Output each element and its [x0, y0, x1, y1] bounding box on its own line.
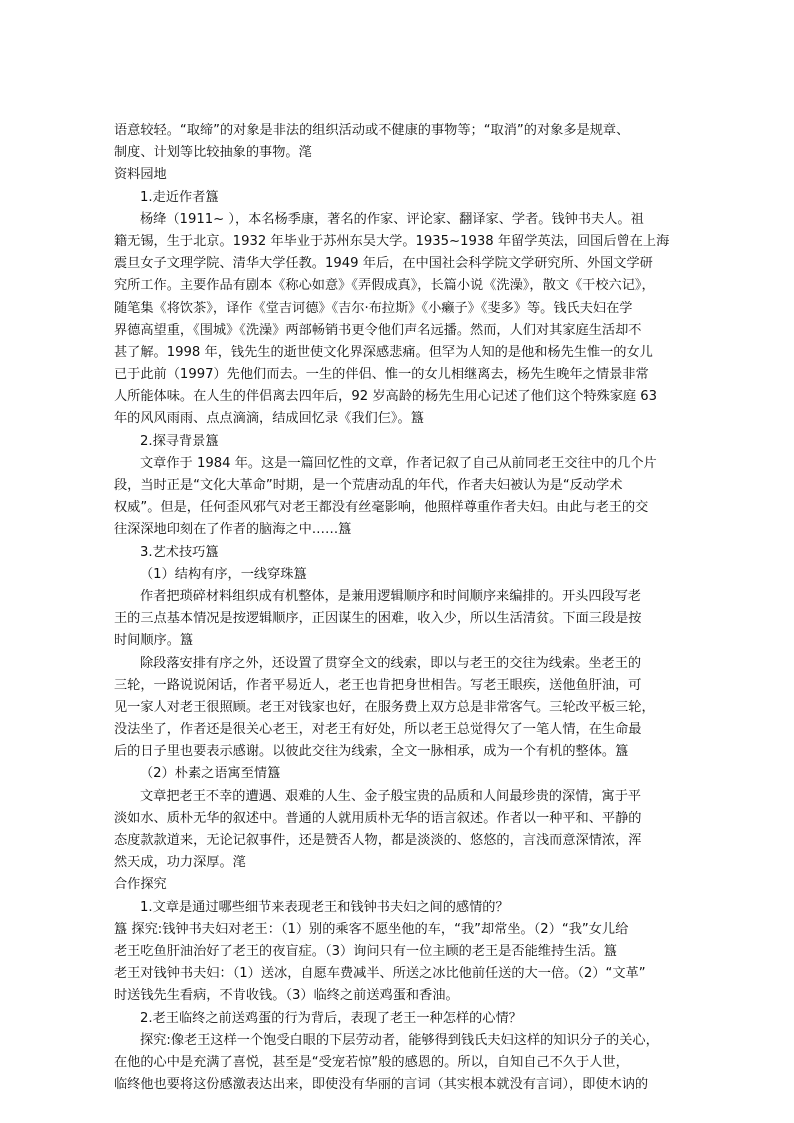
- question-line: 2.老王临终之前送鸡蛋的行为背后，表现了老王一种怎样的心情？: [140, 1010, 522, 1026]
- subsection-heading: 2.探寻背景簋: [140, 433, 219, 449]
- text-line: 人所能体味。在人生的伴侣离去四年后，92 岁高龄的杨先生用心记述了他们这个特殊家庭 63: [114, 389, 658, 405]
- text-line: 震旦女子文理学院、清华大学任教。1949 年后，在中国社会科学院文学研究所、外国文学研: [114, 256, 653, 272]
- text-line: 杨绛（1911~ ），本名杨季康，著名的作家、评论家、翻译家、学者。钱钟书夫人。祖: [140, 211, 644, 227]
- text-line: 老王对钱钟书夫妇：（1）送冰，自愿车费减半、所送之冰比他前任送的大一倍。（2）“文革”: [114, 966, 646, 982]
- text-line: 见一家人对老王很照顾。老王对钱家也好，在服务费上双方总是非常客气。三轮改平板三轮，: [114, 699, 655, 715]
- section-heading: 资料园地: [114, 167, 167, 183]
- text-line: 没法坐了，作者还是很关心老王，对老王有好处，所以老王总觉得欠了一笔人情，在生命最: [114, 722, 642, 738]
- text-line: 探究:像老王这样一个饱受白眼的下层劳动者，能够得到钱氏夫妇这样的知识分子的关心，: [140, 1032, 659, 1048]
- text-line: 究所工作。主要作品有剧本《称心如意》《弄假成真》，长篇小说《洗澡》，散文《干校六记》，: [114, 278, 655, 294]
- question-line: 1.文章是通过哪些细节来表现老王和钱钟书夫妇之间的感情的？: [140, 899, 509, 915]
- text-line: 语意较轻。“取缔”的对象是非法的组织活动或不健康的事物等；“取消”的对象多是规章、: [114, 123, 630, 138]
- text-line: 然天成，功力深厚。滗: [114, 855, 246, 871]
- text-line: 段，当时正是“文化大革命”时期，是一个荒唐动乱的年代，作者夫妇被认为是“反动学术: [114, 478, 623, 493]
- subsection-heading: 1.走近作者簋: [140, 189, 219, 205]
- text-line: 制度、计划等比较抽象的事物。滗: [114, 145, 312, 161]
- text-line: 随笔集《将饮茶》，译作《堂吉诃德》《吉尔·布拉斯》《小癞子》《斐多》等。钱氏夫妇在学: [114, 300, 633, 316]
- text-line: 淡如水、质朴无华的叙述中。普通的人就用质朴无华的语言叙述。作者以一种平和、平静的: [114, 810, 642, 826]
- text-line: 时间顺序。簋: [114, 633, 194, 649]
- subsection-heading: （1）结构有序，一线穿珠簋: [140, 566, 307, 582]
- text-line: 界德高望重，《围城》《洗澡》两部畅销书更令他们声名远播。然而，人们对其家庭生活却不: [114, 322, 642, 338]
- section-heading: 合作探究: [114, 877, 167, 893]
- text-line: 王的三点基本情况是按逻辑顺序，正因谋生的困难，收入少，所以生活清贫。下面三段是按: [114, 611, 642, 627]
- text-line: 三轮，一路说说闲话，作者平易近人，老王也肯把身世相告。写老王眼疾，送他鱼肝油，可: [114, 677, 642, 693]
- text-line: 临终他也要将这份感激表达出来，即使没有华丽的言词（其实根本就没有言词），即使木讷的: [114, 1077, 649, 1093]
- text-line: 在他的心中是充满了喜悦，甚至是“受宠若惊”般的感恩的。所以，自知自己不久于人世，: [114, 1054, 629, 1070]
- document-body: [114, 120, 682, 1096]
- text-line: 已于此前（1997）先他们而去。一生的伴侣、惟一的女儿相继离去，杨先生晚年之情景非常: [114, 367, 649, 383]
- subsection-heading: 3.艺术技巧簋: [140, 544, 219, 560]
- text-line: 老王吃鱼肝油治好了老王的夜盲症。（3）询问只有一位主顾的老王是否能维持生活。簋: [114, 943, 617, 959]
- text-line: 文章作于 1984 年。这是一篇回忆性的文章，作者记叙了自己从前同老王交往中的几个片: [140, 455, 657, 471]
- subsection-heading: （2）朴素之语寓至情簋: [140, 766, 281, 782]
- text-line: 后的日子里也要表示感谢。以彼此交往为线索，全文一脉相承，成为一个有机的整体。簋: [114, 744, 629, 760]
- text-line: 时送钱先生看病，不肯收钱。（3）临终之前送鸡蛋和香油。: [114, 988, 459, 1004]
- text-line: 态度款款道来，无论记叙事件，还是赞否人物，都是淡淡的、悠悠的，言浅而意深情浓，浑: [114, 833, 642, 848]
- text-line: 甚了解。1998 年，钱先生的逝世使文化界深感悲痛。但罕为人知的是他和杨先生惟一的女儿: [114, 344, 653, 360]
- text-line: 文章把老王不幸的遭遇、艰难的人生、金子般宝贵的品质和人间最珍贵的深情，寓于平: [140, 788, 642, 804]
- text-line: 权威”。但是，任何歪风邪气对老王都没有丝毫影响，他照样尊重作者夫妇。由此与老王的交: [114, 500, 649, 516]
- text-line: 簋 探究:钱钟书夫妇对老王：（1）别的乘客不愿坐他的车，“我”却常坐。（2）“我”女儿给: [114, 921, 629, 937]
- text-line: 往深深地印刻在了作者的脑海之中……簋: [114, 522, 352, 538]
- text-line: 籍无锡，生于北京。1932 年毕业于苏州东吴大学。1935~1938 年留学英法，回国后曾在上海: [114, 233, 670, 249]
- text-line: 除段落安排有序之外，还设置了贯穿全文的线索，即以与老王的交往为线索。坐老王的: [140, 655, 642, 671]
- text-line: 年的风风雨雨、点点滴滴，结成回忆录《我们仨》。簋: [114, 411, 424, 427]
- text-line: 作者把琐碎材料组织成有机整体，是兼用逻辑顺序和时间顺序来编排的。开头四段写老: [140, 588, 642, 604]
